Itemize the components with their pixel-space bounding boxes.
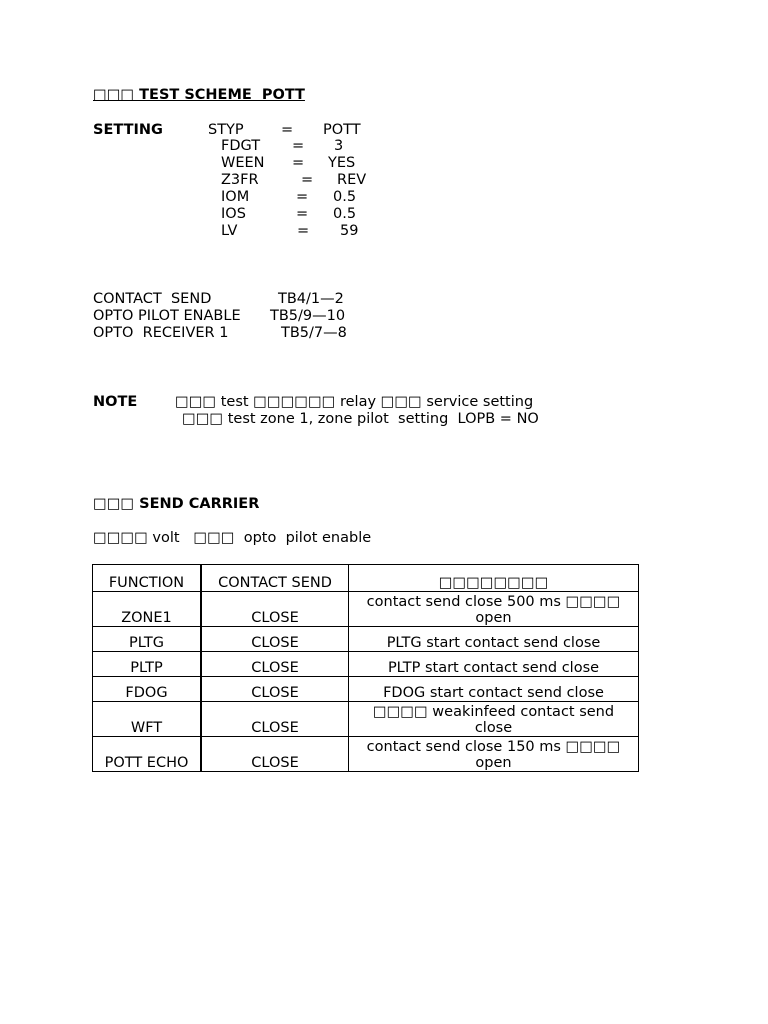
contact-cell: CLOSE [201,592,349,627]
setting-key: IOM [221,189,250,205]
setting-value: 59 [340,223,359,239]
header-cell: □□□□□□□□ [349,565,639,592]
instruction-text: □□□□ volt □□□ opto pilot enable [93,530,372,546]
table-row [93,592,639,627]
description-cell: contact send close 150 ms □□□□ open [349,737,639,772]
setting-value: YES [328,155,356,171]
note-line: □□□ test □□□□□□ relay □□□ service setting [175,394,534,410]
contact-cell: CLOSE [201,677,349,702]
note-line: □□□ test zone 1, zone pilot setting LOPB = NO [182,411,539,427]
setting-value: 3 [334,138,344,154]
section-heading: □□□ SEND CARRIER [93,496,260,512]
contact-cell: CLOSE [201,737,349,772]
setting-equals: = [292,138,305,154]
setting-equals: = [296,206,309,222]
function-cell: FDOG [93,677,202,702]
contact-terminal: TB4/1—2 [278,291,344,307]
header-cell: FUNCTION [93,565,202,592]
setting-key: FDGT [221,138,261,154]
table-header-row [93,565,639,592]
description-cell: PLTP start contact send close [349,652,639,677]
function-table [92,564,639,772]
table-row [93,702,639,737]
setting-equals: = [297,223,310,239]
setting-key: IOS [221,206,246,222]
setting-equals: = [296,189,309,205]
page-title: □□□ TEST SCHEME POTT [93,87,305,103]
contact-terminal: TB5/7—8 [281,325,347,341]
description-cell: FDOG start contact send close [349,677,639,702]
table-row [93,652,639,677]
setting-value: POTT [323,122,361,138]
function-cell: PLTG [93,627,202,652]
setting-equals: = [301,172,314,188]
setting-label: SETTING [93,122,163,138]
note-label: NOTE [93,394,138,410]
description-cell: PLTG start contact send close [349,627,639,652]
contact-cell: CLOSE [201,652,349,677]
setting-key: STYP [208,122,244,138]
contact-cell: CLOSE [201,702,349,737]
contact-label: OPTO PILOT ENABLE [93,308,241,324]
setting-value: 0.5 [333,189,357,205]
contact-label: OPTO RECEIVER 1 [93,325,229,341]
contact-terminal: TB5/9—10 [270,308,346,324]
table-row [93,627,639,652]
function-cell: PLTP [93,652,202,677]
header-cell: CONTACT SEND [201,565,349,592]
function-cell: POTT ECHO [93,737,202,772]
contact-cell: CLOSE [201,627,349,652]
table-row [93,677,639,702]
setting-value: 0.5 [333,206,357,222]
function-cell: WFT [93,702,202,737]
description-cell: □□□□ weakinfeed contact send close [349,702,639,737]
setting-key: Z3FR [221,172,259,188]
setting-value: REV [337,172,367,188]
function-cell: ZONE1 [93,592,202,627]
setting-equals: = [292,155,305,171]
setting-key: WEEN [221,155,265,171]
description-cell: contact send close 500 ms □□□□ open [349,592,639,627]
setting-equals: = [281,122,294,138]
setting-key: LV [221,223,238,239]
contact-label: CONTACT SEND [93,291,212,307]
table-row [93,737,639,772]
